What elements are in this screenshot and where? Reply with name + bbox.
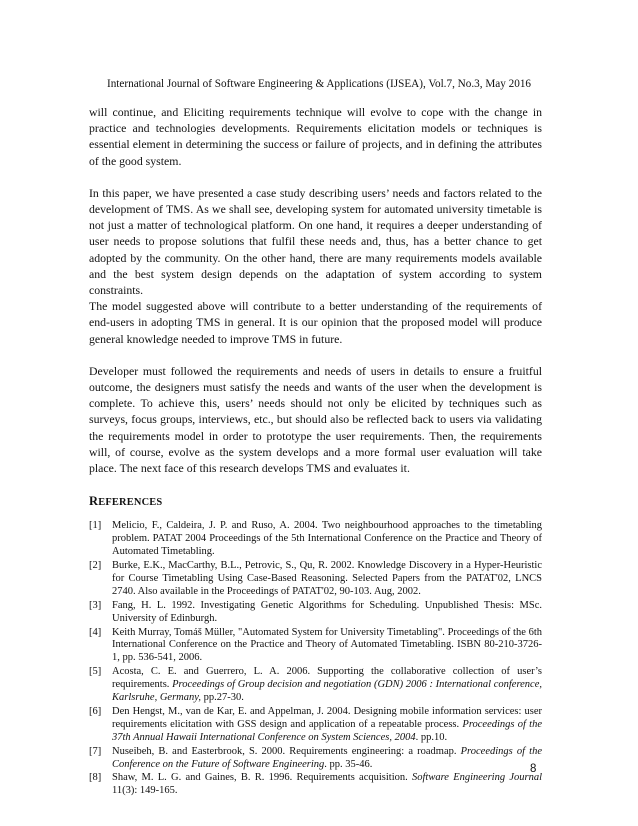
page-number: 8 xyxy=(530,763,537,775)
reference-number: [5] xyxy=(89,666,102,678)
reference-pages: . pp.10. xyxy=(415,731,448,743)
reference-item xyxy=(89,600,542,626)
paragraph-3: The model suggested above will contribute to a better understanding of the requirements of end-users in adopting TMS in general. It is our opinion that the proposed model will produce general knowledge needed to improve TMS in future. xyxy=(89,299,542,346)
reference-text: Burke, E.K., MacCarthy, B.L., Petrovic, S., Qu, R. 2002. Knowledge Discovery in a Hyper-Heuristic for Course Timetabling Using Case-Based Reasoning. Selected Papers from the PATAT'02, LNCS 2740. Also available in the Proceedings of PATAT'02, 90-103. Aug, 2002. xyxy=(112,559,542,597)
running-header: International Journal of Software Engineering & Applications (IJSEA), Vol.7, No.3, May 2016 xyxy=(106,78,532,90)
reference-venue: Proceedings of the 37th Annual Hawaii International Conference on System Sciences, 2004 xyxy=(112,718,543,743)
reference-item xyxy=(89,627,542,666)
reference-text: Shaw, M. L. G. and Gaines, B. R. 1996. Requirements acquisition. xyxy=(112,772,412,784)
references-heading-initial: R xyxy=(89,494,99,509)
reference-text: Keith Murray, Tomáš Müller, "Automated System for University Timetabling". Proceedings of the 6th International Conference on the Practice and Theory of Automated Timetabling. ISBN 80-210-3726-1, pp. 536-541, 2006. xyxy=(112,626,542,664)
paragraph-1: will continue, and Eliciting requirements technique will evolve to cope with the change in practice and technologies developments. Requirements elicitation models or techniques is essential element in determining the success or failure of projects, and in defining the attributes of the good system. xyxy=(89,105,542,168)
reference-pages: 11(3): 149-165. xyxy=(112,785,178,797)
reference-number: [8] xyxy=(89,772,102,784)
reference-number: [3] xyxy=(89,599,102,611)
reference-item xyxy=(89,746,542,772)
reference-pages: pp.27-30. xyxy=(200,692,244,704)
reference-item xyxy=(89,772,542,798)
reference-number: [7] xyxy=(89,745,102,757)
reference-text: Melicio, F., Caldeira, J. P. and Ruso, A. 2004. Two neighbourhood approaches to the timetabling problem. PATAT 2004 Proceedings of the 5th International Conference on the Practice and Theory of Automated Timetabling. xyxy=(112,520,542,558)
reference-number: [1] xyxy=(89,520,102,532)
reference-text: Acosta, C. E. and Guerrero, L. A. 2006. Supporting the collaborative collection of user’s requirements. xyxy=(112,666,542,691)
paragraph-2: In this paper, we have presented a case study describing users’ needs and factors related to the development of TMS. As we shall see, developing system for automated university timetable is not just a matter of technological platform. On one hand, it requires a deeper understanding of user needs to propose solutions that fulfil these needs and, thus, has a better chance to get adopted by the community. On the other hand, there are many requirements models available and the best system design depends on the adaptation of system according to system constraints. xyxy=(89,185,542,298)
references-list xyxy=(89,520,542,798)
reference-number: [6] xyxy=(89,705,102,717)
reference-venue: Software Engineering Journal xyxy=(412,772,542,784)
reference-text: Fang, H. L. 1992. Investigating Genetic Algorithms for Scheduling. Unpublished Thesis: MSc. University of Edinburgh. xyxy=(112,599,542,624)
paragraph-4: Developer must followed the requirements and needs of users in details to ensure a fruitful outcome, the designers must satisfy the needs and wants of the user when the development is complete. To achieve this, users’ needs should not only be elicited by techniques such as surveys, focus groups, interviews, etc., but should also be reflected back to users via validating the requirements model in order to prototype the user requirements. Then, the requirements will, of course, evolve as the system develops and a more formal user evaluation will take place. The next face of this research develops TMS and evaluates it. xyxy=(89,363,542,476)
reference-venue: Proceedings of the Conference on the Future of Software Engineering xyxy=(112,745,542,770)
reference-text: Den Hengst, M., van de Kar, E. and Appelman, J. 2004. Designing mobile information services: user requirements elicitation with GSS design and application of a repeatable process. xyxy=(112,705,542,730)
reference-pages: . pp. 35-46. xyxy=(324,758,373,770)
reference-number: [2] xyxy=(89,559,102,571)
reference-item xyxy=(89,706,542,745)
reference-number: [4] xyxy=(89,626,102,638)
page-body xyxy=(89,104,542,799)
reference-text: Nuseibeh, B. and Easterbrook, S. 2000. Requirements engineering: a roadmap. xyxy=(112,745,461,757)
reference-item xyxy=(89,520,542,559)
references-heading xyxy=(89,494,542,510)
reference-item xyxy=(89,560,542,599)
reference-venue: Proceedings of Group decision and negotiation (GDN) 2006 : International conference, Karlsruhe, Germany, xyxy=(112,679,542,704)
references-heading-rest: EFERENCES xyxy=(98,497,163,509)
reference-item xyxy=(89,666,542,705)
